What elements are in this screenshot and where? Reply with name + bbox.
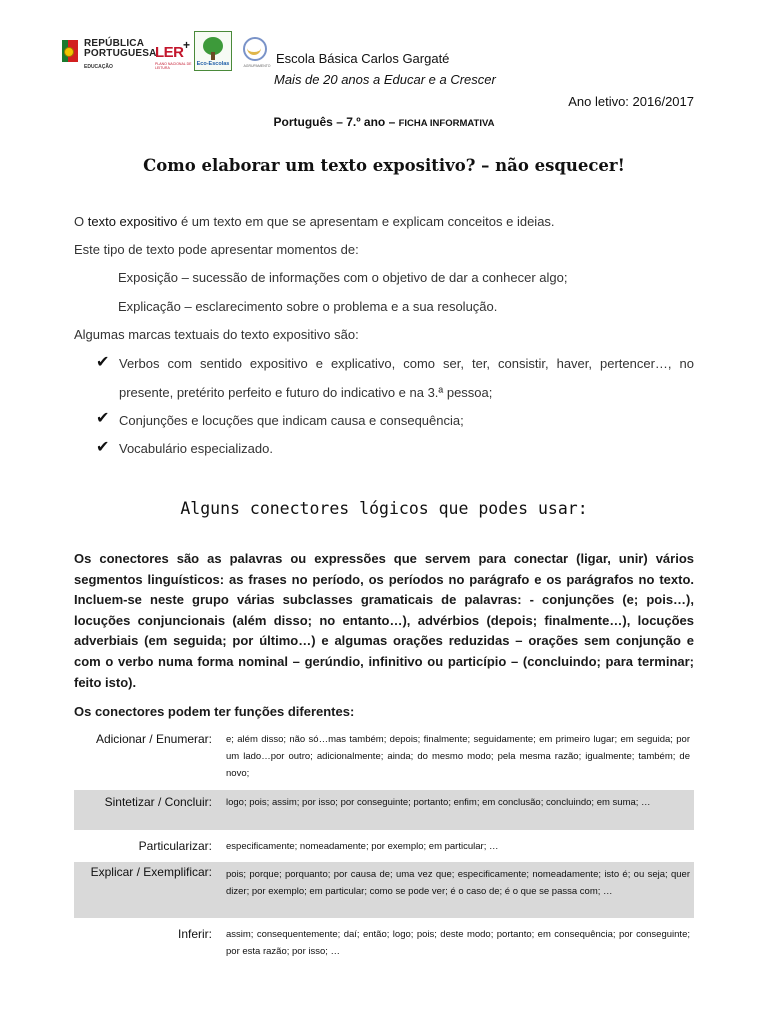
table-row bbox=[74, 790, 694, 830]
table-row bbox=[74, 834, 694, 856]
row-label: Adicionar / Enumerar: bbox=[95, 732, 212, 746]
republica-portuguesa-logo bbox=[62, 36, 157, 74]
moments-intro: Este tipo de texto pode apresentar momentos de: bbox=[74, 242, 359, 257]
bullet-verbos-continued: presente, pretérito perfeito e futuro do indicativo e na 3.ª pessoa; bbox=[119, 385, 493, 400]
row-label: Explicar / Exemplificar: bbox=[90, 865, 212, 879]
ler-plus-logo bbox=[155, 40, 191, 72]
ler-plus-sign: + bbox=[183, 38, 191, 52]
eco-escolas-label: Eco-Escolas bbox=[196, 61, 230, 67]
republica-logo-text: REPÚBLICA PORTUGUESA bbox=[84, 38, 157, 59]
section-heading: Alguns conectores lógicos que podes usar: bbox=[180, 499, 588, 518]
school-motto: Mais de 20 anos a Educar e a Crescer bbox=[274, 72, 496, 87]
connectors-functions-intro: Os conectores podem ter funções diferentes: bbox=[74, 704, 355, 719]
table-row bbox=[74, 862, 694, 918]
subject-text: Português – 7.º ano – bbox=[273, 115, 396, 129]
subject-line bbox=[0, 115, 768, 129]
ler-subtitle: PLANO NACIONAL DE LEITURA bbox=[155, 62, 192, 70]
keyword-texto-expositivo: texto expositivo bbox=[87, 214, 178, 229]
moment-exposicao: Exposição – sucessão de informações com o objetivo de dar a conhecer algo; bbox=[118, 270, 568, 285]
row-text: especificamente; nomeadamente; por exemplo; em particular; … bbox=[226, 841, 499, 852]
bullet-verbos: Verbos com sentido expositivo e explicativo, como ser, ter, consistir, haver, pertencer…, no bbox=[119, 356, 694, 371]
row-label: Sintetizar / Concluir: bbox=[104, 795, 212, 809]
school-logo bbox=[237, 34, 277, 74]
school-logo-text: AGRUPAMENTO bbox=[243, 64, 271, 68]
checkmark-icon: ✔ bbox=[96, 410, 110, 427]
row-text: e; além disso; não só…mas também; depois; finalmente; seguidamente; em primeiro lugar; em seguida; por um lado…por outro; adicionalmente; ainda; do mesmo modo; pela mesma razão; igualmente; também; de novo; bbox=[226, 734, 690, 780]
table-row bbox=[74, 922, 694, 962]
connectors-paragraph: Os conectores são as palavras ou expressões que servem para conectar (ligar, unir) vários segmentos linguísticos: as frases no período, os períodos no parágrafo e os parágrafos no texto. Incluem-se neste grupo várias subclasses gramaticais de palavras: - conjunções (e; pois…), locuções conjuncionais (além disso; no entanto…), advérbios (depois; finalmente…), locuções adverbiais (em seguida; por último…) e algumas orações reduzidas – orações sem conjunção e com o verbo numa forma nominal – gerúndio, infinitivo ou particípio – (concluindo; para terminar; feito isto). bbox=[74, 551, 694, 690]
school-year: Ano letivo: 2016/2017 bbox=[568, 94, 694, 109]
table-row bbox=[74, 727, 694, 782]
moment-explicacao: Explicação – esclarecimento sobre o problema e a sua resolução. bbox=[118, 299, 498, 314]
connectors-table bbox=[74, 727, 694, 962]
school-name: Escola Básica Carlos Gargaté bbox=[276, 51, 450, 66]
checkmark-icon: ✔ bbox=[96, 439, 110, 456]
bullet-conjuncoes: Conjunções e locuções que indicam causa e consequência; bbox=[119, 413, 464, 428]
row-text: assim; consequentemente; daí; então; logo; pois; deste modo; portanto; em consequência; por conseguinte; por esta razão; por isso; … bbox=[226, 929, 690, 958]
page-title: Como elaborar um texto expositivo? – não esquecer! bbox=[143, 156, 625, 175]
row-text: pois; porque; porquanto; por causa de; uma vez que; especificamente; nomeadamente; isto é; ou seja; quer dizer; por exemplo; em particular; como se pode ver; é o caso de; é o que se passa com; … bbox=[226, 869, 690, 898]
ler-logo-text: LER bbox=[155, 44, 184, 61]
row-label: Inferir: bbox=[177, 927, 212, 941]
definition-paragraph: O texto expositivo é um texto em que se apresentam e explicam conceitos e ideias. bbox=[74, 214, 555, 229]
row-text: logo; pois; assim; por isso; por conseguinte; portanto; enfim; em conclusão; concluindo; em suma; … bbox=[226, 797, 651, 808]
marks-intro: Algumas marcas textuais do texto expositivo são: bbox=[74, 327, 359, 342]
bullet-vocabulario: Vocabulário especializado. bbox=[119, 441, 273, 456]
educacao-label: EDUCAÇÃO bbox=[84, 64, 113, 70]
portugal-flag-icon bbox=[62, 40, 78, 62]
ficha-label: FICHA INFORMATIVA bbox=[398, 118, 495, 129]
row-label: Particularizar: bbox=[138, 839, 212, 853]
eco-escolas-logo bbox=[194, 31, 232, 71]
checkmark-icon: ✔ bbox=[96, 354, 110, 371]
